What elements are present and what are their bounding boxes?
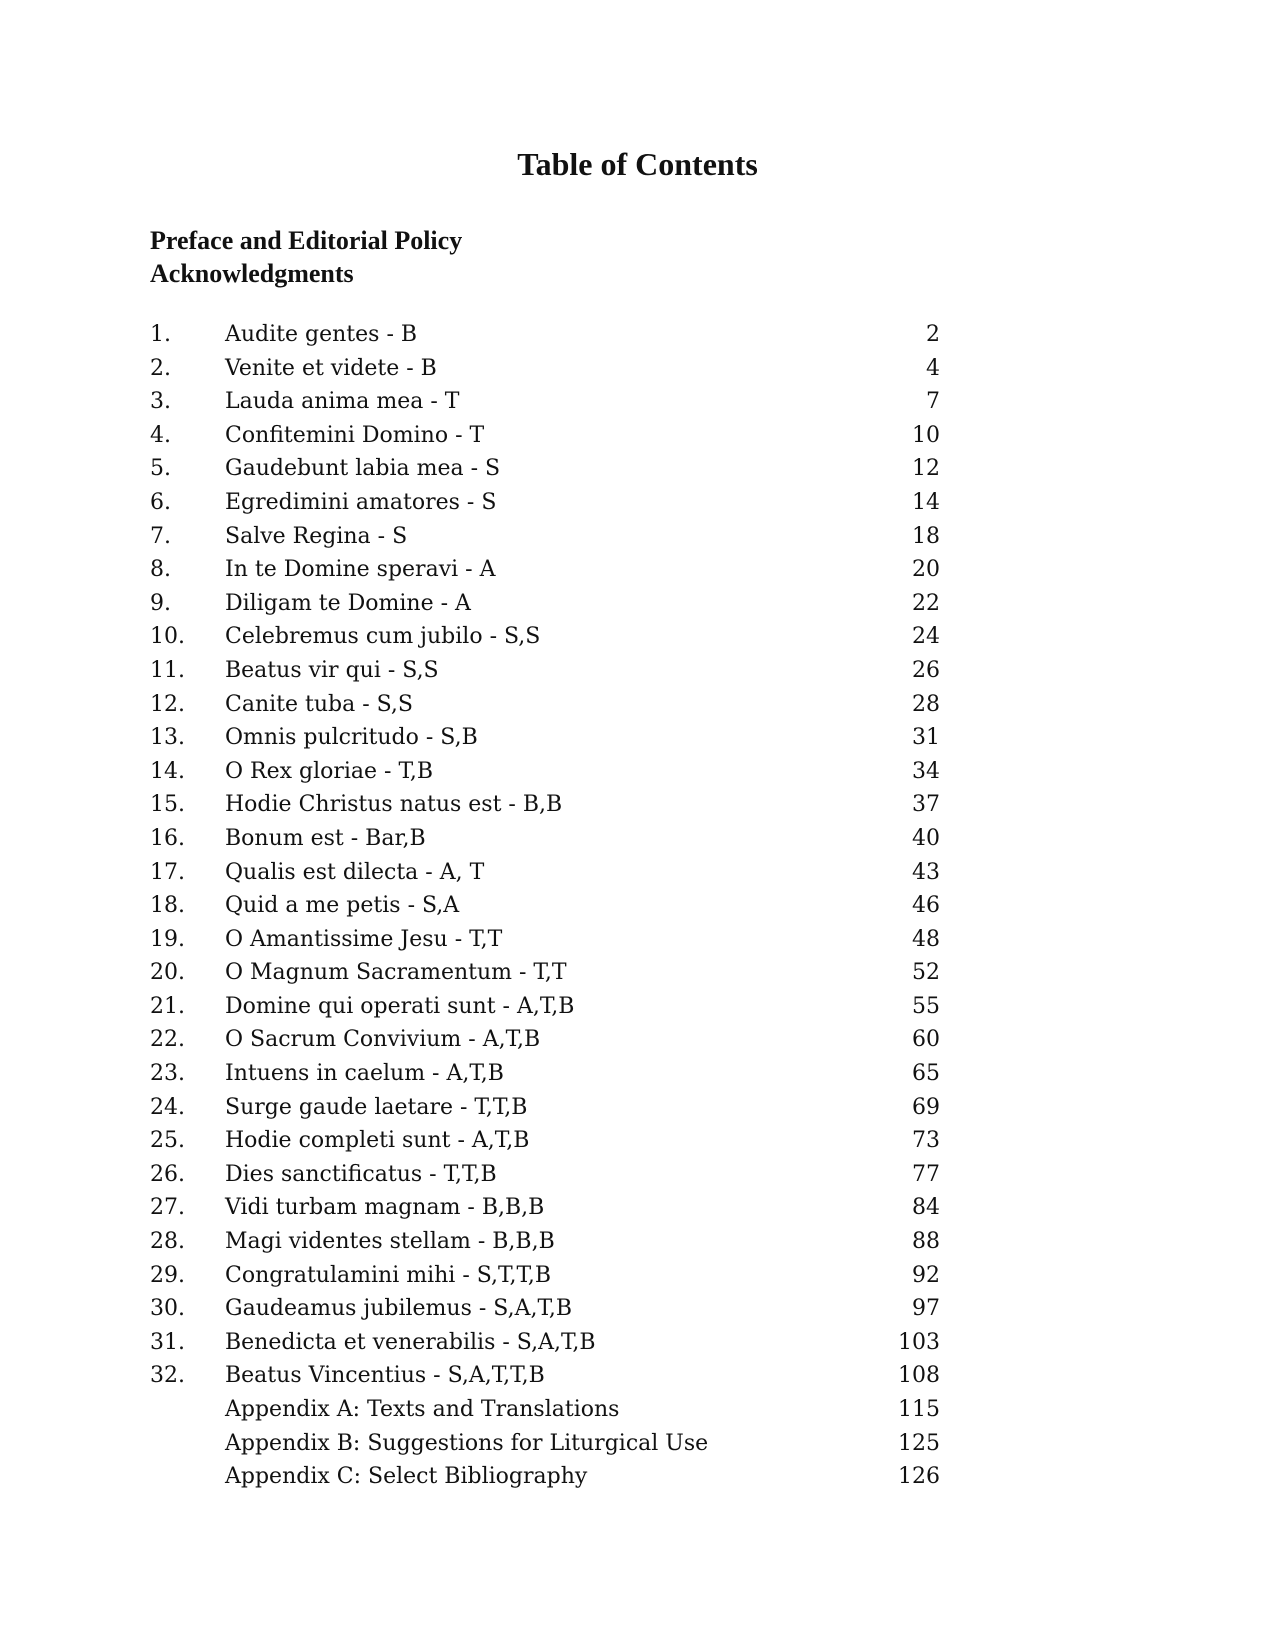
toc-entry-number: 21. <box>150 993 185 1019</box>
toc-entry-page: 60 <box>912 1027 940 1053</box>
toc-entry-number: 18. <box>150 893 185 919</box>
toc-entry-number: 6. <box>150 489 171 515</box>
toc-entry <box>150 1091 940 1125</box>
toc-entry <box>150 788 940 822</box>
toc-entry-number: 9. <box>150 590 171 616</box>
toc-entry-number: 1. <box>150 322 171 347</box>
toc-entry-title: Audite gentes - B <box>225 322 418 347</box>
toc-entry-title: Canite tuba - S,S <box>225 691 413 717</box>
toc-entry-title: O Amantissime Jesu - T,T <box>225 926 503 952</box>
toc-entry-page: 31 <box>912 725 940 751</box>
toc-entry <box>150 587 940 621</box>
toc-entry-title: Surge gaude laetare - T,T,B <box>225 1094 528 1120</box>
toc-entry <box>150 1225 940 1259</box>
toc-entry-title: Beatus Vincentius - S,A,T,T,B <box>225 1363 545 1389</box>
toc-entry-number: 19. <box>150 926 185 952</box>
toc-entry-number: 28. <box>150 1229 185 1255</box>
toc-entry-page: 7 <box>926 389 940 415</box>
toc-entry-title: Intuens in caelum - A,T,B <box>225 1061 504 1087</box>
toc-entry-number: 4. <box>150 422 171 448</box>
toc-entry <box>150 1460 940 1494</box>
toc-entry-title: Gaudebunt labia mea - S <box>225 456 501 482</box>
toc-entry-title: O Sacrum Convivium - A,T,B <box>225 1027 541 1053</box>
toc-entry-number: 15. <box>150 792 185 818</box>
toc-entry-page: 126 <box>898 1464 940 1490</box>
toc-entry-page: 48 <box>912 926 940 952</box>
toc-entry <box>150 889 940 923</box>
toc-entry-page: 103 <box>898 1329 940 1355</box>
toc-entry-title: Bonum est - Bar,B <box>225 825 426 851</box>
toc-entry-page: 65 <box>912 1061 940 1087</box>
toc-entry <box>150 1057 940 1091</box>
toc-entry-title: Domine qui operati sunt - A,T,B <box>225 993 575 1019</box>
toc-entry-title: Diligam te Domine - A <box>225 590 471 616</box>
toc-entry-title: Beatus vir qui - S,S <box>225 657 439 683</box>
toc-entry <box>150 520 940 554</box>
front-matter-item: Acknowledgments <box>150 259 354 288</box>
toc-entry <box>150 822 940 856</box>
toc-entry-title: Magi videntes stellam - B,B,B <box>225 1229 555 1255</box>
toc-entry-number: 29. <box>150 1262 185 1288</box>
toc-entry-page: 88 <box>912 1229 940 1255</box>
toc-entry-number: 11. <box>150 657 185 683</box>
toc-entry-page: 52 <box>912 960 940 986</box>
toc-entry <box>150 1326 940 1360</box>
toc-entry-number: 30. <box>150 1296 185 1322</box>
toc-entry-number: 2. <box>150 355 171 381</box>
toc-entry-page: 77 <box>912 1161 940 1187</box>
front-matter-list <box>150 224 462 290</box>
toc-entry-title: O Rex gloriae - T,B <box>225 758 434 784</box>
toc-entry-page: 34 <box>912 758 940 784</box>
toc-entry-page: 69 <box>912 1094 940 1120</box>
toc-entry <box>150 620 940 654</box>
toc-entry-title: Gaudeamus jubilemus - S,A,T,B <box>225 1296 573 1322</box>
toc-entry <box>150 1393 940 1427</box>
toc-entry-number: 10. <box>150 624 185 650</box>
toc-entry-number: 32. <box>150 1363 185 1389</box>
toc-entry-page: 97 <box>912 1296 940 1322</box>
toc-entry-number: 27. <box>150 1195 185 1221</box>
toc-entry-page: 12 <box>912 456 940 482</box>
toc-entry-page: 20 <box>912 557 940 583</box>
toc-entry <box>150 721 940 755</box>
toc-entry-title: Omnis pulcritudo - S,B <box>225 725 478 751</box>
toc-entry-page: 24 <box>912 624 940 650</box>
toc-entry-title: O Magnum Sacramentum - T,T <box>225 960 567 986</box>
toc-entry-page: 4 <box>926 355 940 381</box>
toc-entry-page: 18 <box>912 523 940 549</box>
toc-entry <box>150 352 940 386</box>
toc-entry-number: 7. <box>150 523 171 549</box>
toc-entry-page: 46 <box>912 893 940 919</box>
toc-entry <box>150 318 940 352</box>
toc-entry <box>150 755 940 789</box>
toc-entry <box>150 452 940 486</box>
toc-entry-title: Venite et videte - B <box>225 355 437 381</box>
toc-entry-page: 26 <box>912 657 940 683</box>
toc-entry-title: Congratulamini mihi - S,T,T,B <box>225 1262 552 1288</box>
toc-entry-number: 23. <box>150 1061 185 1087</box>
toc-entry <box>150 856 940 890</box>
toc-entry <box>150 553 940 587</box>
toc-entry <box>150 1158 940 1192</box>
toc-entry-title: Dies sanctificatus - T,T,B <box>225 1161 497 1187</box>
toc-entry <box>150 956 940 990</box>
toc-entry-number: 26. <box>150 1161 185 1187</box>
toc-entry-page: 14 <box>912 489 940 515</box>
toc-entry-page: 55 <box>912 993 940 1019</box>
toc-entry-page: 37 <box>912 792 940 818</box>
toc-entry <box>150 1259 940 1293</box>
toc-entry-title: Qualis est dilecta - A, T <box>225 859 485 885</box>
toc-entry <box>150 1292 940 1326</box>
toc-entry <box>150 1023 940 1057</box>
toc-entry-page: 43 <box>912 859 940 885</box>
toc-entry-title: Hodie completi sunt - A,T,B <box>225 1128 530 1154</box>
toc-entry <box>150 1359 940 1393</box>
toc-entry-title: Confitemini Domino - T <box>225 422 485 448</box>
toc-entry <box>150 923 940 957</box>
toc-entry-page: 28 <box>912 691 940 717</box>
toc-entry-page: 73 <box>912 1128 940 1154</box>
toc-entry-page: 125 <box>898 1430 940 1456</box>
toc-entry-number: 12. <box>150 691 185 717</box>
toc-entry-number: 17. <box>150 859 185 885</box>
toc-entry-number: 14. <box>150 758 185 784</box>
toc-entry <box>150 654 940 688</box>
toc-entry-title: Lauda anima mea - T <box>225 389 460 415</box>
toc-entry-page: 40 <box>912 825 940 851</box>
toc-entry-number: 16. <box>150 825 185 851</box>
toc-entry-title: Celebremus cum jubilo - S,S <box>225 624 541 650</box>
toc-entry-page: 10 <box>912 422 940 448</box>
toc-entry-page: 92 <box>912 1262 940 1288</box>
toc-entry-title: Benedicta et venerabilis - S,A,T,B <box>225 1329 596 1355</box>
toc-entry <box>150 385 940 419</box>
toc-entry-title: Appendix C: Select Bibliography <box>225 1464 588 1490</box>
toc-list <box>150 318 940 1494</box>
toc-entry-page: 84 <box>912 1195 940 1221</box>
front-matter-item: Preface and Editorial Policy <box>150 226 463 255</box>
toc-entry-page: 22 <box>912 590 940 616</box>
toc-entry <box>150 486 940 520</box>
toc-entry-title: Egredimini amatores - S <box>225 489 497 515</box>
toc-entry <box>150 1191 940 1225</box>
toc-entry <box>150 1124 940 1158</box>
toc-entry-number: 31. <box>150 1329 185 1355</box>
toc-entry-number: 3. <box>150 389 171 415</box>
toc-entry-title: Salve Regina - S <box>225 523 408 549</box>
toc-entry-title: Appendix A: Texts and Translations <box>225 1397 620 1422</box>
toc-entry-page: 108 <box>898 1363 940 1389</box>
toc-entry <box>150 1427 940 1461</box>
toc-entry-number: 5. <box>150 456 171 482</box>
page-title: Table of Contents <box>517 146 758 182</box>
toc-entry <box>150 419 940 453</box>
toc-entry-number: 25. <box>150 1128 185 1154</box>
toc-entry <box>150 990 940 1024</box>
toc-entry-number: 24. <box>150 1094 185 1120</box>
toc-entry-page: 115 <box>898 1397 940 1422</box>
toc-entry-title: Vidi turbam magnam - B,B,B <box>225 1195 545 1221</box>
toc-entry-number: 8. <box>150 557 171 583</box>
toc-entry <box>150 688 940 722</box>
toc-entry-title: Appendix B: Suggestions for Liturgical Use <box>225 1430 709 1456</box>
toc-entry-title: In te Domine speravi - A <box>225 557 496 583</box>
toc-entry-number: 20. <box>150 960 185 986</box>
toc-entry-number: 22. <box>150 1027 185 1053</box>
toc-entry-title: Quid a me petis - S,A <box>225 893 460 919</box>
toc-entry-number: 13. <box>150 725 185 751</box>
toc-entry-title: Hodie Christus natus est - B,B <box>225 792 563 818</box>
toc-entry-page: 2 <box>926 322 940 347</box>
